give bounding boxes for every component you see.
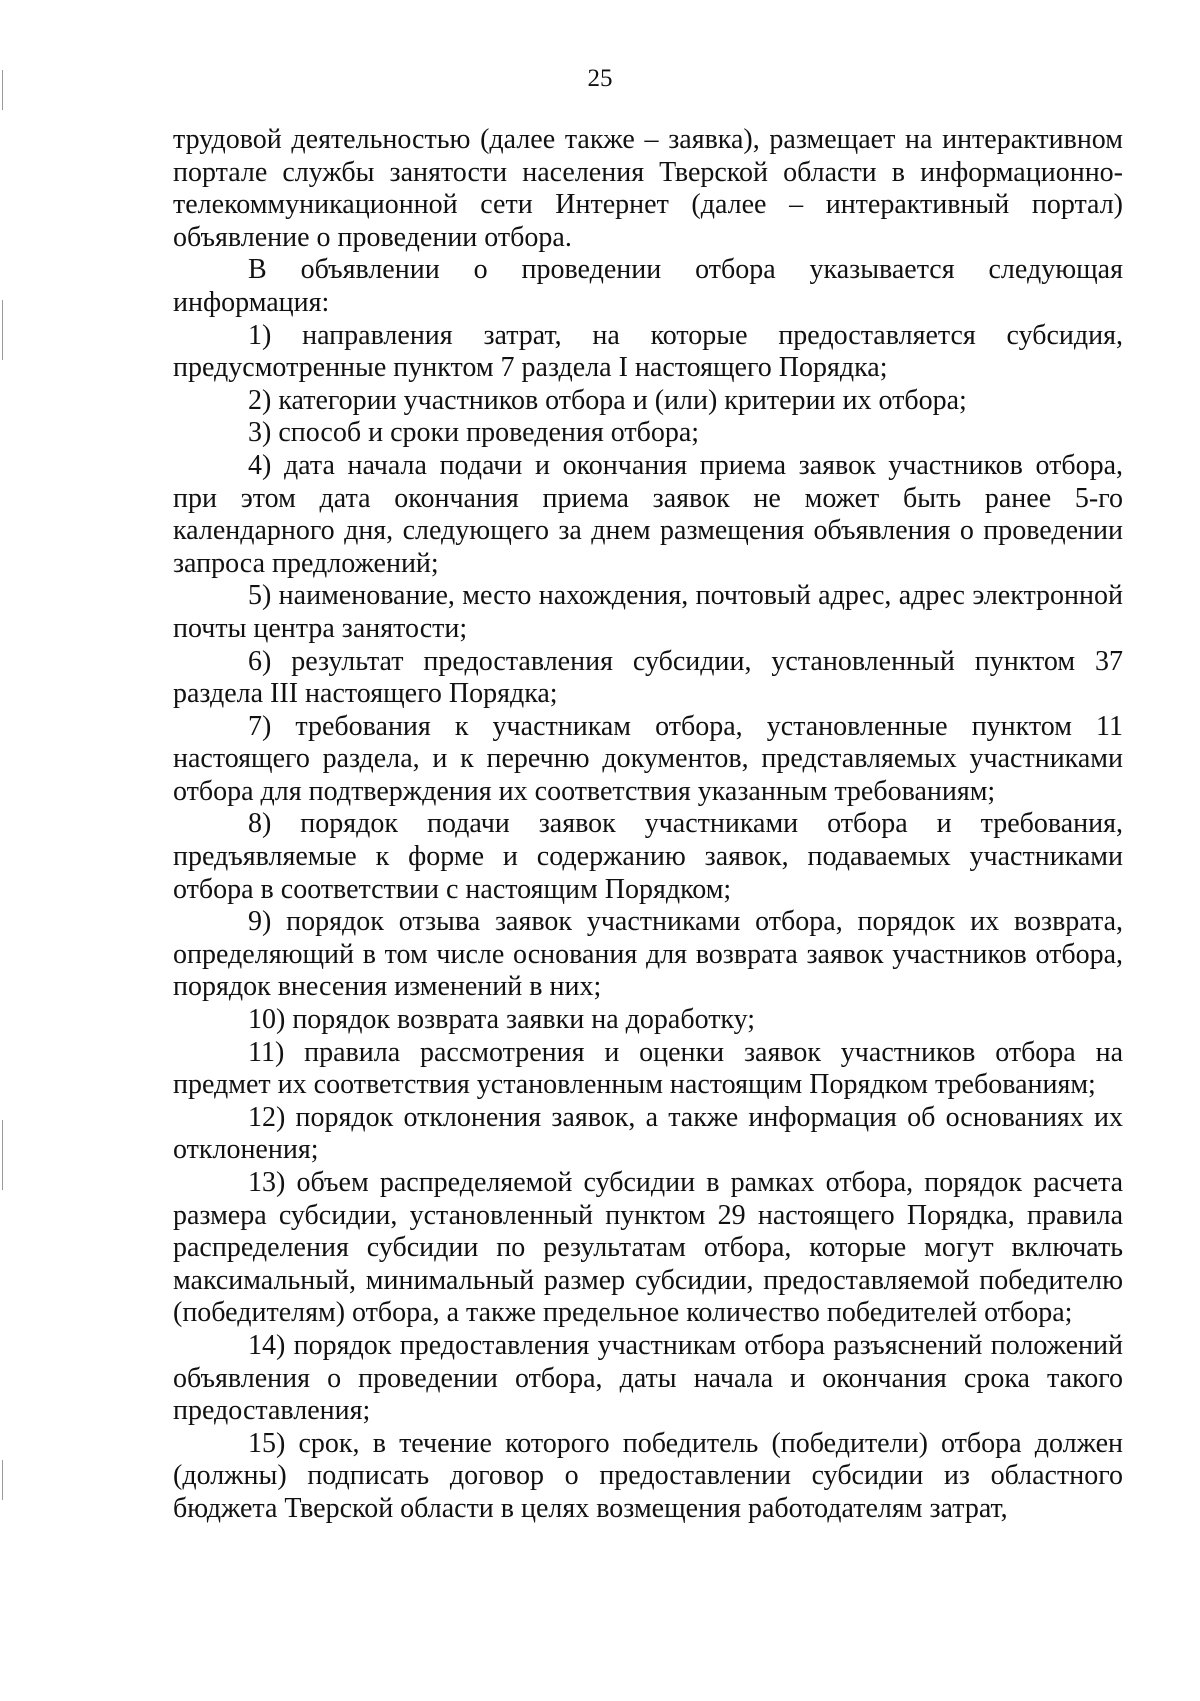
list-item-5: 5) наименование, место нахождения, почтовый адрес, адрес электронной почты центра занятости;	[173, 580, 1123, 644]
list-item-6: 6) результат предоставления субсидии, установленный пунктом 37 раздела III настоящего Порядка;	[173, 645, 1123, 710]
scan-edge-mark	[2, 1120, 3, 1190]
list-item-13: 13) объем распределяемой субсидии в рамках отбора, порядок расчета размера субсидии, установленный пунктом 29 настоящего Порядка, правила распределения субсидии по результатам отбора, которые могут включать максимальный, минимальный размер субсидии, предоставляемой победителю (победителям) отбора, а также предельное количество победителей отбора;	[173, 1167, 1123, 1329]
list-item-2: 2) категории участников отбора и (или) критерии их отбора;	[248, 384, 967, 416]
list-item-12: 12) порядок отклонения заявок, а также информация об основаниях их отклонения;	[173, 1101, 1123, 1166]
list-item-7: 7) требования к участникам отбора, установленные пунктом 11 настоящего раздела, и к перечню документов, представляемых участниками отбора для подтверждения их соответствия указанным требованиям;	[173, 710, 1123, 807]
scan-edge-mark	[2, 1460, 3, 1500]
paragraph-continuation: трудовой деятельностью (далее также – заявка), размещает на интерактивном портале службы занятости населения Тверской области в информационно-телекоммуникационной сети Интернет (далее – интерактивный портал) объявление о проведении отбора.	[173, 124, 1123, 253]
list-item-1: 1) направления затрат, на которые предоставляется субсидия, предусмотренные пунктом 7 раздела I настоящего Порядка;	[173, 319, 1123, 384]
list-item-10: 10) порядок возврата заявки на доработку;	[248, 1004, 756, 1036]
list-item-9: 9) порядок отзыва заявок участниками отбора, порядок их возврата, определяющий в том числе основания для возврата заявок участников отбора, порядок внесения изменений в них;	[173, 906, 1123, 1003]
list-item-3: 3) способ и сроки проведения отбора;	[248, 417, 700, 449]
list-item-11: 11) правила рассмотрения и оценки заявок участников отбора на предмет их соответствия установленным настоящим Порядком требованиям;	[173, 1036, 1123, 1101]
scan-edge-mark	[2, 300, 3, 360]
document-body	[173, 124, 1123, 1526]
page-number: 25	[587, 65, 613, 92]
list-item-15: 15) срок, в течение которого победитель (победители) отбора должен (должны) подписать договор о предоставлении субсидии из областного бюджета Тверской области в целях возмещения работодателям затрат,	[173, 1427, 1123, 1524]
list-item-8: 8) порядок подачи заявок участниками отбора и требования, предъявляемые к форме и содержанию заявок, подаваемых участниками отбора в соответствии с настоящим Порядком;	[173, 808, 1123, 905]
list-item-4: 4) дата начала подачи и окончания приема заявок участников отбора, при этом дата окончания приема заявок не может быть ранее 5-го календарного дня, следующего за днем размещения объявления о проведении запроса предложений;	[173, 449, 1123, 579]
list-item-14: 14) порядок предоставления участникам отбора разъяснений положений объявления о проведении отбора, даты начала и окончания срока такого предоставления;	[173, 1329, 1123, 1427]
paragraph-intro: В объявлении о проведении отбора указывается следующая информация:	[173, 254, 1123, 318]
